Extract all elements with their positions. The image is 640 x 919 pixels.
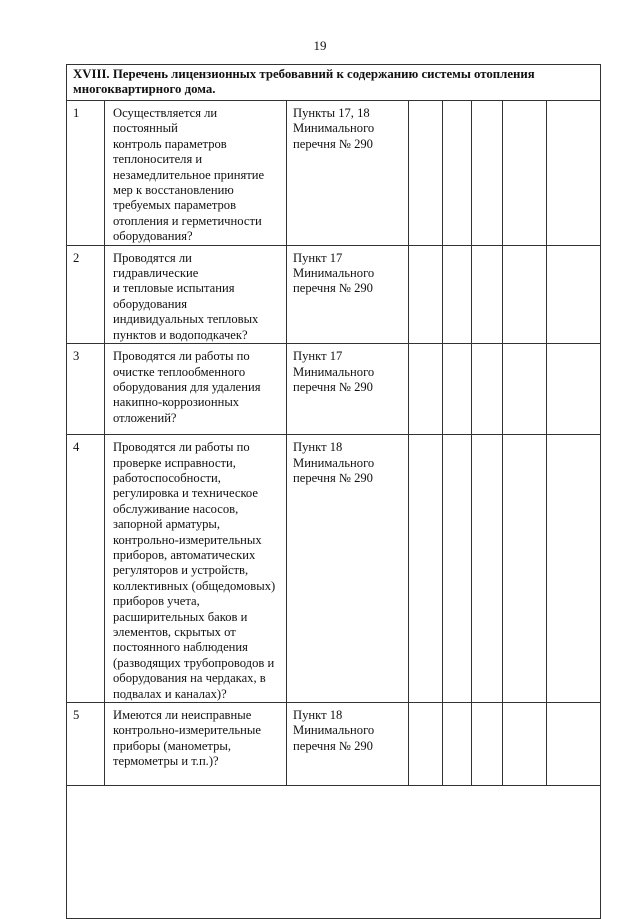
answer-cell[interactable] <box>503 245 547 343</box>
answer-cell[interactable] <box>443 101 472 246</box>
question-cell: Проводятся ли работы по проверке исправности, работоспособности, регулировка и техническое обслуживание насосов, запорной арматуры, контрольно-измерительных приборов, автоматических регуляторов и устройств, коллективных (общедомовых) приборов учета, расширительных баков и элементов, скрытых от постоянного наблюдения (разводящих трубопроводов и оборудования на чердаках, в подвалах и каналах)? <box>105 435 287 703</box>
question-cell: Проводятся ли работы по очистке теплообменного оборудования для удаления накипно-коррозионных отложений? <box>105 344 287 435</box>
answer-cell[interactable] <box>443 703 472 786</box>
reference-cell: Пункт 17 Минимального перечня № 290 <box>287 245 409 343</box>
answer-cell[interactable] <box>443 435 472 703</box>
section-title: XVIII. Перечень лицензионных требовавний к содержанию системы отопления многоквартирного дома. <box>67 65 601 101</box>
reference-cell: Пункт 18 Минимального перечня № 290 <box>287 435 409 703</box>
comment-cell[interactable] <box>547 435 601 703</box>
table-row <box>67 435 601 703</box>
question-cell: Имеются ли неисправные контрольно-измерительные приборы (манометры, термометры и т.п.)? <box>105 703 287 786</box>
answer-cell[interactable] <box>472 245 503 343</box>
row-number: 4 <box>67 435 105 703</box>
answer-cell[interactable] <box>409 703 443 786</box>
question-cell: Осуществляется ли постоянный контроль параметров теплоносителя и незамедлительное принятие мер к восстановлению требуемых параметров отопления и герметичности оборудования? <box>105 101 287 246</box>
answer-cell[interactable] <box>409 344 443 435</box>
reference-cell: Пункты 17, 18 Минимального перечня № 290 <box>287 101 409 246</box>
row-number: 2 <box>67 245 105 343</box>
row-number: 1 <box>67 101 105 246</box>
comment-cell[interactable] <box>547 344 601 435</box>
answer-cell[interactable] <box>503 101 547 246</box>
comment-cell[interactable] <box>547 101 601 246</box>
answer-cell[interactable] <box>503 435 547 703</box>
answer-cell[interactable] <box>409 435 443 703</box>
section-header-row <box>67 65 601 101</box>
answer-cell[interactable] <box>472 101 503 246</box>
answer-cell[interactable] <box>472 435 503 703</box>
table-row <box>67 344 601 435</box>
comment-cell[interactable] <box>547 703 601 786</box>
blank-cell <box>67 786 601 919</box>
reference-cell: Пункт 17 Минимального перечня № 290 <box>287 344 409 435</box>
comment-cell[interactable] <box>547 245 601 343</box>
row-number: 3 <box>67 344 105 435</box>
answer-cell[interactable] <box>409 101 443 246</box>
table-row <box>67 703 601 786</box>
answer-cell[interactable] <box>443 245 472 343</box>
answer-cell[interactable] <box>503 344 547 435</box>
row-number: 5 <box>67 703 105 786</box>
page-number: 19 <box>313 38 327 53</box>
answer-cell[interactable] <box>503 703 547 786</box>
requirements-table <box>66 64 601 919</box>
answer-cell[interactable] <box>409 245 443 343</box>
answer-cell[interactable] <box>472 344 503 435</box>
question-cell: Проводятся ли гидравлические и тепловые испытания оборудования индивидуальных тепловых пунктов и водоподкачек? <box>105 245 287 343</box>
answer-cell[interactable] <box>472 703 503 786</box>
table-row <box>67 245 601 343</box>
table-row <box>67 101 601 246</box>
answer-cell[interactable] <box>443 344 472 435</box>
blank-row <box>67 786 601 919</box>
reference-cell: Пункт 18 Минимального перечня № 290 <box>287 703 409 786</box>
